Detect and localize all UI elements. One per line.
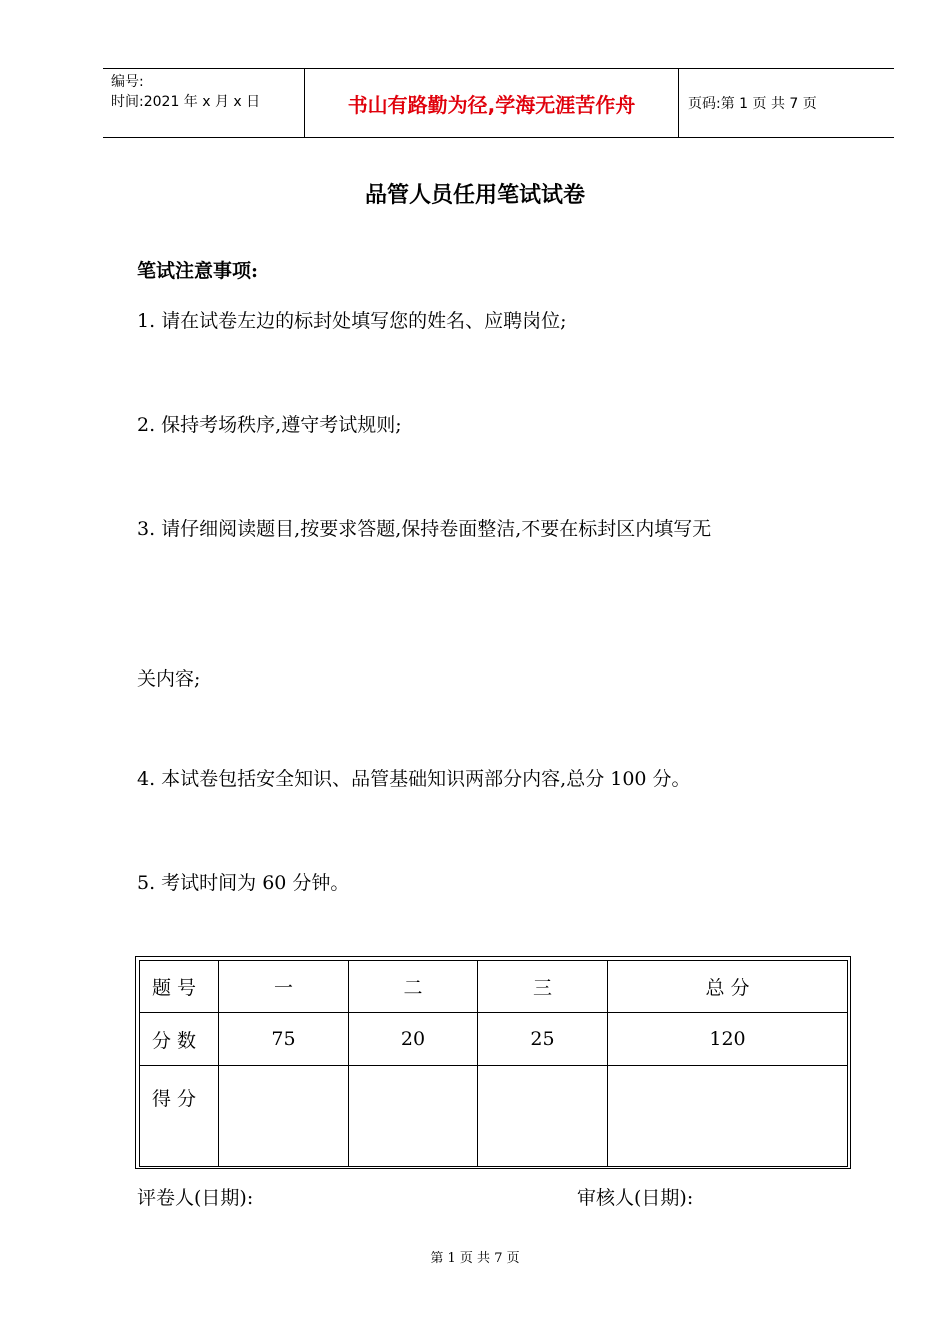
score-table [139, 960, 848, 1167]
table-cell: 得 分 [140, 1066, 219, 1167]
notes-heading: 笔试注意事项: [137, 260, 259, 282]
table-row [140, 961, 848, 1013]
table-row [140, 1066, 848, 1167]
header-motto: 书山有路勤为径,学海无涯苦作舟 [347, 92, 636, 117]
header-meta [111, 72, 301, 112]
note-item: 3. 请仔细阅读题目,按要求答题,保持卷面整洁,不要在标封区内填写无 [137, 518, 712, 540]
score-entry-cell[interactable] [478, 1066, 608, 1167]
table-cell: 题 号 [140, 961, 219, 1013]
header-page-info: 页码:第 1 页 共 7 页 [688, 96, 817, 112]
table-cell: 120 [608, 1013, 848, 1066]
table-cell: 二 [349, 961, 478, 1013]
table-cell: 三 [478, 961, 608, 1013]
table-cell: 总 分 [608, 961, 848, 1013]
table-cell: 20 [349, 1013, 478, 1066]
score-entry-cell[interactable] [219, 1066, 349, 1167]
table-row [140, 1013, 848, 1066]
serial-label: 编号: [111, 74, 144, 90]
table-cell: 一 [219, 961, 349, 1013]
table-cell: 25 [478, 1013, 608, 1066]
table-cell: 分 数 [140, 1013, 219, 1066]
reviewer-signature-label: 审核人(日期): [577, 1187, 694, 1209]
table-cell: 75 [219, 1013, 349, 1066]
note-item: 4. 本试卷包括安全知识、品管基础知识两部分内容,总分 100 分。 [137, 768, 691, 790]
score-table-frame [135, 956, 851, 1169]
note-item: 5. 考试时间为 60 分钟。 [137, 872, 350, 894]
note-item-continuation: 关内容; [137, 668, 201, 690]
score-entry-cell[interactable] [349, 1066, 478, 1167]
note-item: 2. 保持考场秩序,遵守考试规则; [137, 414, 402, 436]
grader-signature-label: 评卷人(日期): [137, 1187, 254, 1209]
header-divider [678, 69, 679, 137]
page-footer: 第 1 页 共 7 页 [430, 1251, 520, 1266]
score-entry-cell[interactable] [608, 1066, 848, 1167]
note-item: 1. 请在试卷左边的标封处填写您的姓名、应聘岗位; [137, 310, 567, 332]
document-title: 品管人员任用笔试试卷 [364, 182, 585, 208]
time-label: 时间:2021 年 x 月 x 日 [111, 94, 261, 110]
page-header [103, 68, 894, 138]
